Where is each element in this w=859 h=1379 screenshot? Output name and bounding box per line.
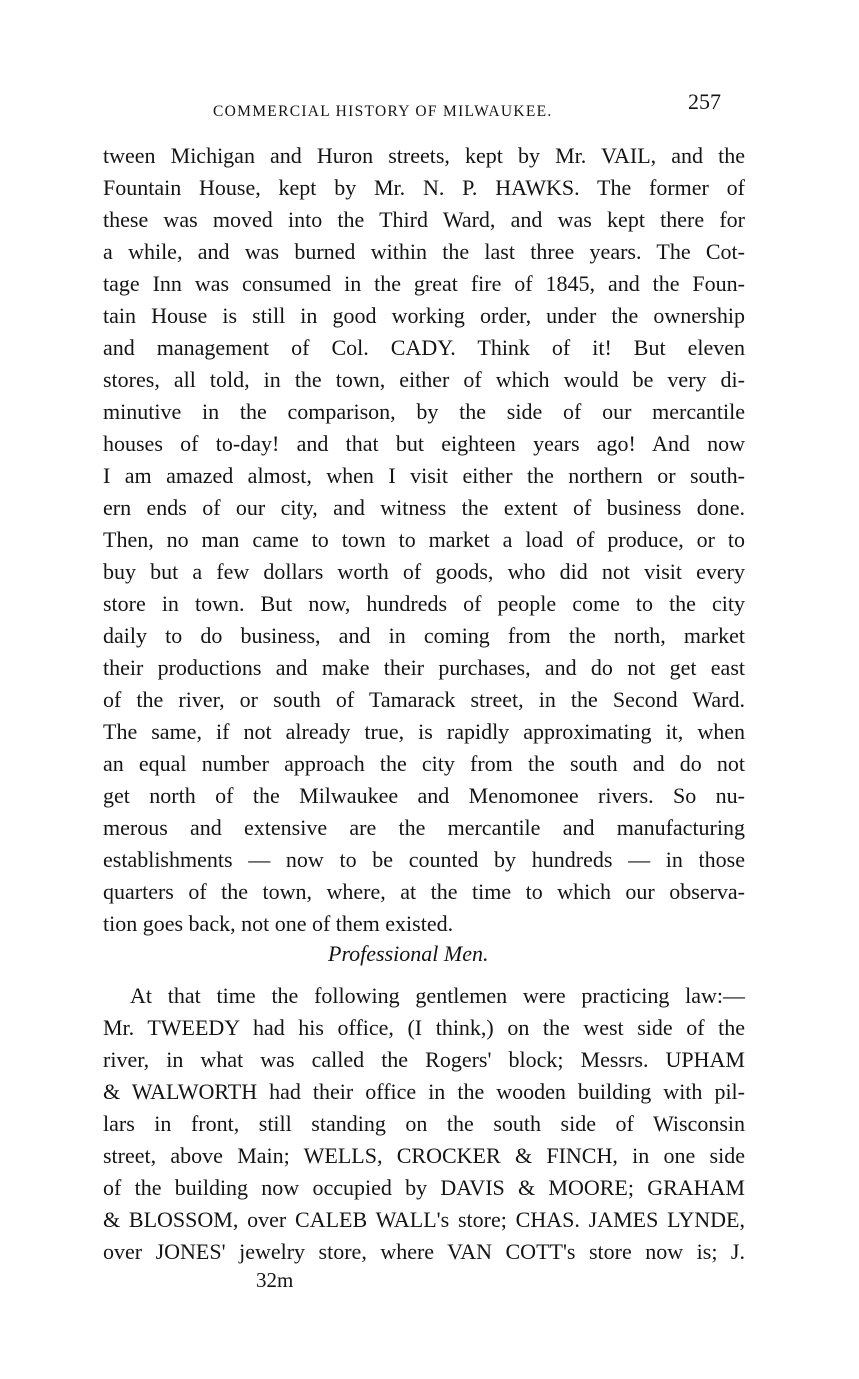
text-line: Fountain House, kept by Mr. N. P. HAWKS. The former of bbox=[103, 175, 745, 200]
text-line: an equal number approach the city from the south and do not bbox=[103, 751, 745, 776]
text-line: get north of the Milwaukee and Menomonee rivers. So nu- bbox=[103, 783, 745, 808]
signature-mark: 32m bbox=[256, 1268, 294, 1292]
text-line: of the river, or south of Tamarack street, in the Second Ward. bbox=[103, 687, 745, 712]
text-line: tain House is still in good working order, under the ownership bbox=[103, 303, 745, 328]
text-line: and management of Col. CADY. Think of it! But eleven bbox=[103, 335, 745, 360]
text-line: ern ends of our city, and witness the extent of business done. bbox=[103, 495, 745, 520]
text-line: tage Inn was consumed in the great fire of 1845, and the Foun- bbox=[103, 271, 745, 296]
text-line: lars in front, still standing on the south side of Wisconsin bbox=[103, 1111, 745, 1136]
text-line: The same, if not already true, is rapidly approximating it, when bbox=[103, 719, 745, 744]
text-line: quarters of the town, where, at the time to which our observa- bbox=[103, 879, 745, 904]
text-line: & WALWORTH had their office in the wooden building with pil- bbox=[103, 1079, 745, 1104]
text-line: daily to do business, and in coming from the north, market bbox=[103, 623, 745, 648]
text-line: of the building now occupied by DAVIS & MOORE; GRAHAM bbox=[103, 1175, 745, 1200]
text-line: store in town. But now, hundreds of people come to the city bbox=[103, 591, 745, 616]
text-line: At that time the following gentlemen were practicing law:— bbox=[130, 983, 745, 1008]
text-line: houses of to-day! and that but eighteen years ago! And now bbox=[103, 431, 745, 456]
text-line: & BLOSSOM, over CALEB WALL's store; CHAS. JAMES LYNDE, bbox=[103, 1207, 745, 1232]
text-line: their productions and make their purchases, and do not get east bbox=[103, 655, 745, 680]
page-number: 257 bbox=[688, 89, 721, 114]
text-line: stores, all told, in the town, either of which would be very di- bbox=[103, 367, 745, 392]
text-line: establishments — now to be counted by hundreds — in those bbox=[103, 847, 745, 872]
text-line: tion goes back, not one of them existed. bbox=[103, 911, 454, 936]
text-line: tween Michigan and Huron streets, kept by Mr. VAIL, and the bbox=[103, 143, 745, 168]
text-line: merous and extensive are the mercantile and manufacturing bbox=[103, 815, 745, 840]
text-line: Then, no man came to town to market a load of produce, or to bbox=[103, 527, 745, 552]
text-line: I am amazed almost, when I visit either the northern or south- bbox=[103, 463, 745, 488]
text-line: river, in what was called the Rogers' block; Messrs. UPHAM bbox=[103, 1047, 745, 1072]
text-line: minutive in the comparison, by the side of our mercantile bbox=[103, 399, 745, 424]
text-line: a while, and was burned within the last three years. The Cot- bbox=[103, 239, 745, 264]
text-line: over JONES' jewelry store, where VAN COTT's store now is; J. bbox=[103, 1239, 745, 1264]
running-head: COMMERCIAL HISTORY OF MILWAUKEE. bbox=[213, 103, 553, 120]
text-line: these was moved into the Third Ward, and was kept there for bbox=[103, 207, 745, 232]
text-line: buy but a few dollars worth of goods, who did not visit every bbox=[103, 559, 745, 584]
text-line: Mr. TWEEDY had his office, (I think,) on the west side of the bbox=[103, 1015, 745, 1040]
section-heading: Professional Men. bbox=[328, 941, 489, 966]
text-line: street, above Main; WELLS, CROCKER & FINCH, in one side bbox=[103, 1143, 745, 1168]
